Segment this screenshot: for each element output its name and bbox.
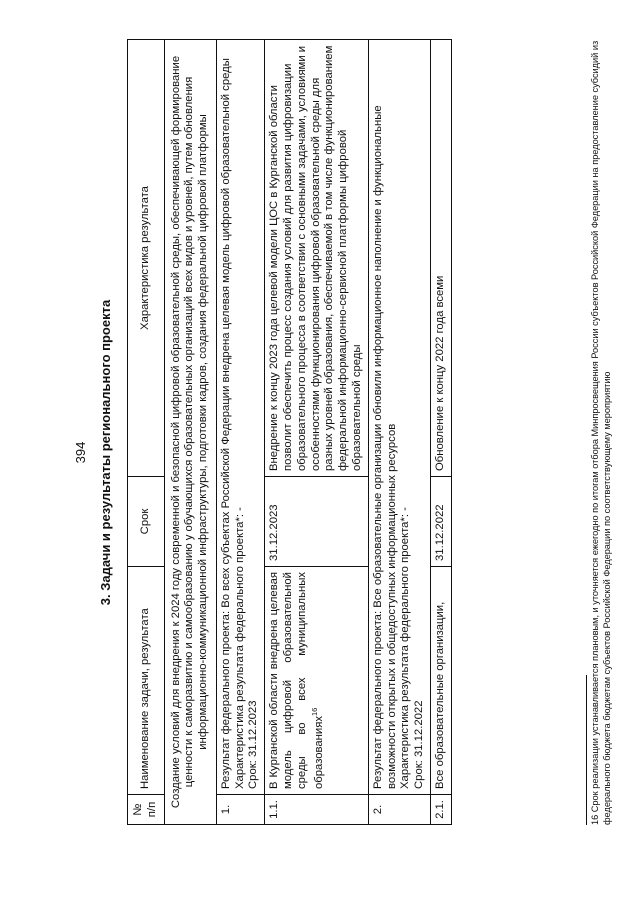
results-table <box>127 39 452 825</box>
page-number: 394 <box>73 441 88 464</box>
row-num: 2.1. <box>430 795 451 825</box>
footnote-marker: 16 <box>590 814 600 825</box>
table-header-row <box>128 40 165 825</box>
header-name: Наименование задачи, результата <box>128 567 165 795</box>
table-row <box>265 40 368 825</box>
section-title: 3. Задачи и результаты регионального проекта <box>98 299 113 606</box>
result-name: Все образовательные организации, <box>430 567 451 795</box>
footnote-text: Срок реализации устанавливается плановым, и уточняется ежегодно по итогам отбора Минпросвещения России субъектов Российской Федерации на предоставление субсидий из федерального бюджета бюджетам субъектов Российской Федерации по соответствующему мероприятию <box>590 40 612 825</box>
federal-result-text: Результат федерального проекта: Все образовательные организации обновили информационное наполнение и функциональные возможности открытых и общедоступных информационных ресурсов Характеристика результата федерального проекта*: - Срок: 31.12.2022 <box>368 40 430 795</box>
result-characteristic: Внедрение к концу 2023 года целевой модели ЦОС в Курганской области позволит обеспечить процесс создания условий для развития цифровизации образовательного процесса в соответствии с основными задачами, условиями и особенностями функционирования цифровой образовательной среды для разных уровней образования, обеспечиваемой в том числе функционированием федеральной информационно-сервисной платформы цифровой образовательной среды <box>265 40 368 477</box>
row-num: 2. <box>368 795 430 825</box>
footnote-ref: 16 <box>309 707 319 716</box>
federal-result-text: Результат федерального проекта: Во всех субъектах Российской Федерации внедрена целевая модель цифровой образовательной среды Характеристика результата федерального проекта*: - Срок: 31.12.2023 <box>216 40 264 795</box>
result-deadline: 31.12.2022 <box>430 477 451 567</box>
row-num: 1.1. <box>265 795 368 825</box>
header-num: № п/п <box>128 795 165 825</box>
mission-text: Создание условий для внедрения к 2024 году современной и безопасной цифровой образовательной среды, обеспечивающей формирование ценности к саморазвитию и самообразованию у обучающихся образовательных организаций всех видов и уровней, путем обновления информационно-коммуникационной инфраструктуры, подготовки кадров, создания федеральной цифровой платформы <box>164 40 216 825</box>
result-characteristic: Обновление к концу 2022 года всеми <box>430 40 451 477</box>
row-num: 1. <box>216 795 264 825</box>
header-characteristic: Характеристика результата <box>128 40 165 477</box>
result-deadline: 31.12.2023 <box>265 477 368 567</box>
table-row <box>216 40 264 825</box>
footnote <box>590 35 613 825</box>
result-name: В Курганской области внедрена целевая модель цифровой образовательной среды во всех муниципальных образованиях <box>268 572 325 789</box>
footnote-divider <box>586 675 587 825</box>
mission-row <box>164 40 216 825</box>
header-deadline: Срок <box>128 477 165 567</box>
table-row <box>368 40 430 825</box>
table-row <box>430 40 451 825</box>
result-name-cell <box>265 567 368 795</box>
